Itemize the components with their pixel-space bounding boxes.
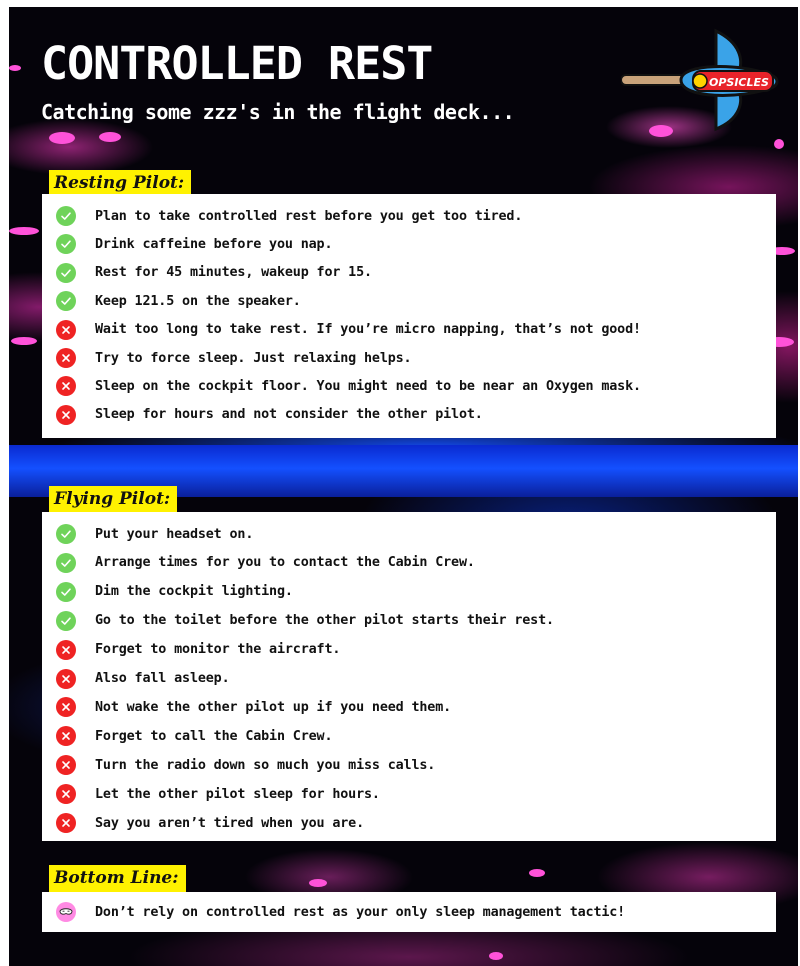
list-item-text: Keep 121.5 on the speaker. <box>95 293 301 309</box>
list-item <box>56 202 522 230</box>
cross-icon <box>56 726 76 746</box>
list-item-text: Also fall asleep. <box>95 671 230 686</box>
sleep-mask-icon <box>56 902 76 922</box>
cross-icon <box>56 376 76 396</box>
list-item-text: Not wake the other pilot up if you need them. <box>95 699 452 715</box>
list-item-text: Plan to take controlled rest before you get too tired. <box>95 208 523 224</box>
bottom-line-panel <box>42 892 776 932</box>
cross-icon <box>56 697 76 717</box>
check-icon <box>56 263 76 283</box>
background-light <box>49 132 75 144</box>
list-item-text: Put your headset on. <box>95 526 254 542</box>
list-item-text: Sleep for hours and not consider the other pilot. <box>95 407 483 423</box>
section-label-resting-pilot: Resting Pilot: <box>49 170 191 197</box>
section-label-bottom-line: Bottom Line: <box>49 865 186 892</box>
list-item-text: Forget to monitor the aircraft. <box>95 642 341 658</box>
list-item <box>56 693 451 721</box>
check-icon <box>56 611 76 631</box>
list-item <box>56 780 380 808</box>
list-item <box>56 549 475 577</box>
resting-pilot-panel <box>42 194 776 438</box>
list-item-text: Say you aren’t tired when you are. <box>95 815 365 831</box>
section-label-flying-pilot: Flying Pilot: <box>49 486 177 513</box>
list-item <box>56 578 293 606</box>
check-icon <box>56 291 76 311</box>
check-icon <box>56 206 76 226</box>
check-icon <box>56 582 76 602</box>
list-item <box>56 259 372 287</box>
list-item <box>56 401 483 429</box>
list-item-text: Go to the toilet before the other pilot starts their rest. <box>95 613 554 629</box>
flying-pilot-panel <box>42 512 776 841</box>
list-item-text: Turn the radio down so much you miss calls. <box>95 757 436 773</box>
list-item-text: Dim the cockpit lighting. <box>95 584 293 600</box>
list-item <box>56 636 340 664</box>
cross-icon <box>56 784 76 804</box>
rocket-popsicle-logo <box>621 25 781 140</box>
background-light <box>774 139 784 149</box>
page-subtitle: Catching some zzz's in the flight deck... <box>41 100 515 124</box>
background-light <box>9 227 39 235</box>
check-icon <box>56 553 76 573</box>
list-item <box>56 751 435 779</box>
list-item <box>56 230 332 258</box>
cross-icon <box>56 320 76 340</box>
background-light <box>99 132 121 142</box>
list-item-text: Let the other pilot sleep for hours. <box>95 786 380 802</box>
logo-text: OPSICLES <box>709 76 769 89</box>
background-light <box>11 337 37 345</box>
page-title: CONTROLLED REST <box>41 37 433 90</box>
cross-icon <box>56 813 76 833</box>
list-item <box>56 809 364 837</box>
background-light <box>489 952 503 960</box>
list-item-text: Rest for 45 minutes, wakeup for 15. <box>95 265 372 281</box>
poster <box>9 7 798 966</box>
list-item-text: Arrange times for you to contact the Cabin Crew. <box>95 555 475 571</box>
cross-icon <box>56 755 76 775</box>
list-item <box>56 344 411 372</box>
check-icon <box>56 524 76 544</box>
background-light <box>529 869 545 877</box>
list-item-text: Don’t rely on controlled rest as your only sleep management tactic! <box>95 904 626 920</box>
cross-icon <box>56 640 76 660</box>
cross-icon <box>56 405 76 425</box>
list-item-text: Forget to call the Cabin Crew. <box>95 728 333 744</box>
list-item <box>56 520 253 548</box>
list-item <box>56 898 625 926</box>
list-item <box>56 722 332 750</box>
list-item <box>56 607 554 635</box>
list-item-text: Wait too long to take rest. If you’re micro napping, that’s not good! <box>95 322 641 338</box>
list-item-text: Sleep on the cockpit floor. You might need to be near an Oxygen mask. <box>95 378 641 394</box>
list-item <box>56 665 230 693</box>
list-item-text: Drink caffeine before you nap. <box>95 236 333 252</box>
background-light <box>9 65 21 71</box>
list-item <box>56 287 301 315</box>
cross-icon <box>56 348 76 368</box>
list-item <box>56 316 641 344</box>
list-item-text: Try to force sleep. Just relaxing helps. <box>95 350 412 366</box>
check-icon <box>56 234 76 254</box>
list-item <box>56 372 641 400</box>
cross-icon <box>56 669 76 689</box>
background-light <box>309 879 327 887</box>
